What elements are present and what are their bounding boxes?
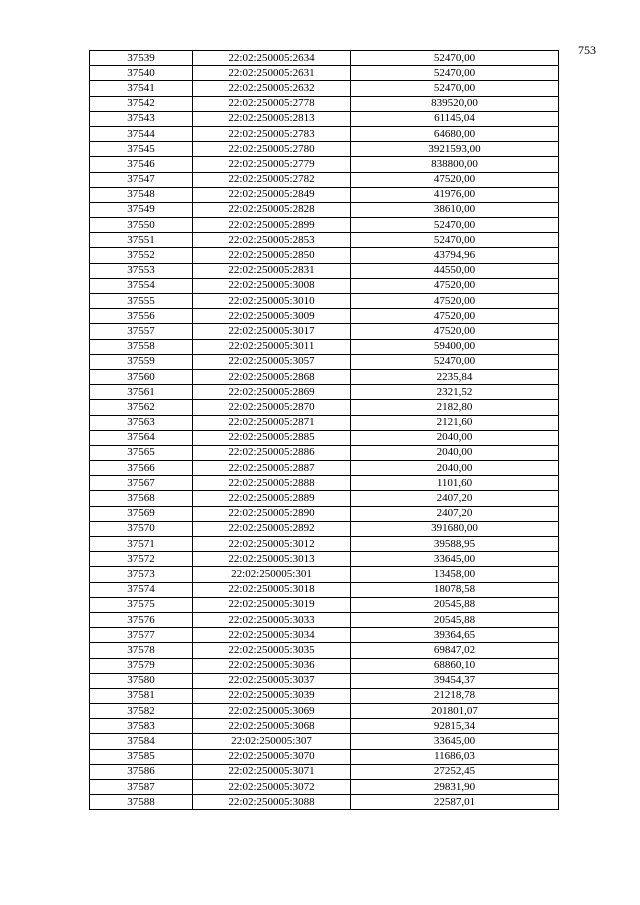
value-cell: 2121,60 xyxy=(351,415,559,430)
row-number-cell: 37548 xyxy=(90,187,193,202)
row-number-cell: 37572 xyxy=(90,552,193,567)
cadastral-number-cell: 22:02:250005:3018 xyxy=(193,582,351,597)
value-cell: 11686,03 xyxy=(351,749,559,764)
table-row xyxy=(90,157,559,172)
cadastral-number-cell: 22:02:250005:2828 xyxy=(193,202,351,217)
value-cell: 64680,00 xyxy=(351,126,559,141)
row-number-cell: 37588 xyxy=(90,795,193,810)
table-row xyxy=(90,369,559,384)
row-number-cell: 37585 xyxy=(90,749,193,764)
cadastral-number-cell: 22:02:250005:2782 xyxy=(193,172,351,187)
cadastral-number-cell: 22:02:250005:2870 xyxy=(193,400,351,415)
value-cell: 92815,34 xyxy=(351,719,559,734)
row-number-cell: 37587 xyxy=(90,780,193,795)
value-cell: 52470,00 xyxy=(351,81,559,96)
value-cell: 13458,00 xyxy=(351,567,559,582)
row-number-cell: 37576 xyxy=(90,612,193,627)
value-cell: 47520,00 xyxy=(351,324,559,339)
cadastral-number-cell: 22:02:250005:2889 xyxy=(193,491,351,506)
value-cell: 29831,90 xyxy=(351,780,559,795)
value-cell: 39454,37 xyxy=(351,673,559,688)
row-number-cell: 37540 xyxy=(90,66,193,81)
cadastral-number-cell: 22:02:250005:3009 xyxy=(193,309,351,324)
row-number-cell: 37556 xyxy=(90,309,193,324)
value-cell: 59400,00 xyxy=(351,339,559,354)
table-row xyxy=(90,263,559,278)
table-row xyxy=(90,764,559,779)
table-row xyxy=(90,567,559,582)
table-row xyxy=(90,354,559,369)
table-row xyxy=(90,172,559,187)
row-number-cell: 37546 xyxy=(90,157,193,172)
value-cell: 3921593,00 xyxy=(351,142,559,157)
row-number-cell: 37562 xyxy=(90,400,193,415)
cadastral-number-cell: 22:02:250005:2850 xyxy=(193,248,351,263)
row-number-cell: 37563 xyxy=(90,415,193,430)
value-cell: 2040,00 xyxy=(351,430,559,445)
value-cell: 52470,00 xyxy=(351,66,559,81)
cadastral-number-cell: 22:02:250005:2887 xyxy=(193,461,351,476)
cadastral-number-cell: 22:02:250005:3011 xyxy=(193,339,351,354)
row-number-cell: 37539 xyxy=(90,51,193,66)
cadastral-number-cell: 22:02:250005:3069 xyxy=(193,704,351,719)
table-row xyxy=(90,81,559,96)
row-number-cell: 37582 xyxy=(90,704,193,719)
row-number-cell: 37550 xyxy=(90,218,193,233)
table-row xyxy=(90,506,559,521)
table-row xyxy=(90,400,559,415)
row-number-cell: 37577 xyxy=(90,628,193,643)
cadastral-number-cell: 22:02:250005:3039 xyxy=(193,688,351,703)
table-row xyxy=(90,445,559,460)
cadastral-number-cell: 22:02:250005:2634 xyxy=(193,51,351,66)
table-row xyxy=(90,688,559,703)
value-cell: 61145,04 xyxy=(351,111,559,126)
table-row xyxy=(90,66,559,81)
table-row xyxy=(90,339,559,354)
row-number-cell: 37553 xyxy=(90,263,193,278)
row-number-cell: 37584 xyxy=(90,734,193,749)
row-number-cell: 37571 xyxy=(90,537,193,552)
table-row xyxy=(90,537,559,552)
cadastral-number-cell: 22:02:250005:2868 xyxy=(193,369,351,384)
row-number-cell: 37574 xyxy=(90,582,193,597)
table-row xyxy=(90,461,559,476)
cadastral-number-cell: 22:02:250005:2871 xyxy=(193,415,351,430)
cadastral-number-cell: 22:02:250005:3057 xyxy=(193,354,351,369)
value-cell: 47520,00 xyxy=(351,172,559,187)
data-table xyxy=(89,50,559,810)
table-row xyxy=(90,673,559,688)
value-cell: 27252,45 xyxy=(351,764,559,779)
table-row xyxy=(90,142,559,157)
cadastral-number-cell: 22:02:250005:3037 xyxy=(193,673,351,688)
cadastral-number-cell: 22:02:250005:2813 xyxy=(193,111,351,126)
cadastral-number-cell: 22:02:250005:2631 xyxy=(193,66,351,81)
row-number-cell: 37551 xyxy=(90,233,193,248)
value-cell: 39364,65 xyxy=(351,628,559,643)
table-row xyxy=(90,719,559,734)
value-cell: 52470,00 xyxy=(351,51,559,66)
row-number-cell: 37581 xyxy=(90,688,193,703)
cadastral-number-cell: 22:02:250005:2899 xyxy=(193,218,351,233)
row-number-cell: 37566 xyxy=(90,461,193,476)
cadastral-number-cell: 22:02:250005:3008 xyxy=(193,278,351,293)
value-cell: 52470,00 xyxy=(351,354,559,369)
value-cell: 47520,00 xyxy=(351,309,559,324)
row-number-cell: 37573 xyxy=(90,567,193,582)
table-row xyxy=(90,491,559,506)
table-row xyxy=(90,430,559,445)
cadastral-number-cell: 22:02:250005:3035 xyxy=(193,643,351,658)
row-number-cell: 37568 xyxy=(90,491,193,506)
cadastral-number-cell: 22:02:250005:2885 xyxy=(193,430,351,445)
value-cell: 20545,88 xyxy=(351,597,559,612)
value-cell: 22587,01 xyxy=(351,795,559,810)
table-row xyxy=(90,612,559,627)
row-number-cell: 37570 xyxy=(90,521,193,536)
table-row xyxy=(90,415,559,430)
value-cell: 69847,02 xyxy=(351,643,559,658)
row-number-cell: 37578 xyxy=(90,643,193,658)
table-row xyxy=(90,218,559,233)
value-cell: 201801,07 xyxy=(351,704,559,719)
value-cell: 52470,00 xyxy=(351,218,559,233)
row-number-cell: 37580 xyxy=(90,673,193,688)
cadastral-number-cell: 22:02:250005:2632 xyxy=(193,81,351,96)
value-cell: 68860,10 xyxy=(351,658,559,673)
value-cell: 52470,00 xyxy=(351,233,559,248)
table-row xyxy=(90,658,559,673)
table-row xyxy=(90,521,559,536)
cadastral-number-cell: 22:02:250005:3019 xyxy=(193,597,351,612)
value-cell: 18078,58 xyxy=(351,582,559,597)
row-number-cell: 37557 xyxy=(90,324,193,339)
value-cell: 39588,95 xyxy=(351,537,559,552)
table-row xyxy=(90,704,559,719)
row-number-cell: 37560 xyxy=(90,369,193,384)
table-row xyxy=(90,385,559,400)
row-number-cell: 37543 xyxy=(90,111,193,126)
table-row xyxy=(90,294,559,309)
value-cell: 20545,88 xyxy=(351,612,559,627)
cadastral-number-cell: 22:02:250005:3036 xyxy=(193,658,351,673)
row-number-cell: 37544 xyxy=(90,126,193,141)
row-number-cell: 37579 xyxy=(90,658,193,673)
value-cell: 41976,00 xyxy=(351,187,559,202)
row-number-cell: 37565 xyxy=(90,445,193,460)
cadastral-number-cell: 22:02:250005:2780 xyxy=(193,142,351,157)
value-cell: 2407,20 xyxy=(351,506,559,521)
page-number: 753 xyxy=(578,43,596,57)
table-row xyxy=(90,476,559,491)
row-number-cell: 37561 xyxy=(90,385,193,400)
cadastral-number-cell: 22:02:250005:3017 xyxy=(193,324,351,339)
table-row xyxy=(90,248,559,263)
table-row xyxy=(90,597,559,612)
row-number-cell: 37564 xyxy=(90,430,193,445)
cadastral-number-cell: 22:02:250005:2886 xyxy=(193,445,351,460)
value-cell: 391680,00 xyxy=(351,521,559,536)
value-cell: 1101,60 xyxy=(351,476,559,491)
row-number-cell: 37583 xyxy=(90,719,193,734)
cadastral-number-cell: 22:02:250005:3033 xyxy=(193,612,351,627)
row-number-cell: 37542 xyxy=(90,96,193,111)
table-row xyxy=(90,780,559,795)
cadastral-number-cell: 22:02:250005:2869 xyxy=(193,385,351,400)
table-row xyxy=(90,324,559,339)
value-cell: 2040,00 xyxy=(351,445,559,460)
row-number-cell: 37558 xyxy=(90,339,193,354)
cadastral-number-cell: 22:02:250005:3071 xyxy=(193,764,351,779)
cadastral-number-cell: 22:02:250005:3013 xyxy=(193,552,351,567)
row-number-cell: 37575 xyxy=(90,597,193,612)
value-cell: 2407,20 xyxy=(351,491,559,506)
row-number-cell: 37547 xyxy=(90,172,193,187)
table-row xyxy=(90,278,559,293)
table-row xyxy=(90,187,559,202)
value-cell: 33645,00 xyxy=(351,552,559,567)
value-cell: 2235,84 xyxy=(351,369,559,384)
table-row xyxy=(90,734,559,749)
table-body xyxy=(90,51,559,810)
table-row xyxy=(90,96,559,111)
cadastral-number-cell: 22:02:250005:2783 xyxy=(193,126,351,141)
table-row xyxy=(90,309,559,324)
table-row xyxy=(90,582,559,597)
table-row xyxy=(90,202,559,217)
cadastral-number-cell: 22:02:250005:3012 xyxy=(193,537,351,552)
table-row xyxy=(90,233,559,248)
row-number-cell: 37555 xyxy=(90,294,193,309)
cadastral-number-cell: 22:02:250005:307 xyxy=(193,734,351,749)
table-row xyxy=(90,51,559,66)
row-number-cell: 37586 xyxy=(90,764,193,779)
table-row xyxy=(90,795,559,810)
value-cell: 47520,00 xyxy=(351,294,559,309)
cadastral-number-cell: 22:02:250005:2890 xyxy=(193,506,351,521)
cadastral-number-cell: 22:02:250005:2831 xyxy=(193,263,351,278)
cadastral-number-cell: 22:02:250005:2778 xyxy=(193,96,351,111)
row-number-cell: 37541 xyxy=(90,81,193,96)
cadastral-number-cell: 22:02:250005:2888 xyxy=(193,476,351,491)
cadastral-number-cell: 22:02:250005:2849 xyxy=(193,187,351,202)
cadastral-number-cell: 22:02:250005:3070 xyxy=(193,749,351,764)
cadastral-number-cell: 22:02:250005:3034 xyxy=(193,628,351,643)
cadastral-number-cell: 22:02:250005:3088 xyxy=(193,795,351,810)
cadastral-number-cell: 22:02:250005:301 xyxy=(193,567,351,582)
row-number-cell: 37567 xyxy=(90,476,193,491)
value-cell: 44550,00 xyxy=(351,263,559,278)
table-row xyxy=(90,749,559,764)
row-number-cell: 37559 xyxy=(90,354,193,369)
value-cell: 43794,96 xyxy=(351,248,559,263)
value-cell: 2182,80 xyxy=(351,400,559,415)
cadastral-number-cell: 22:02:250005:3068 xyxy=(193,719,351,734)
row-number-cell: 37545 xyxy=(90,142,193,157)
cadastral-number-cell: 22:02:250005:2892 xyxy=(193,521,351,536)
cadastral-number-cell: 22:02:250005:3072 xyxy=(193,780,351,795)
row-number-cell: 37554 xyxy=(90,278,193,293)
row-number-cell: 37552 xyxy=(90,248,193,263)
value-cell: 839520,00 xyxy=(351,96,559,111)
table-row xyxy=(90,643,559,658)
table-row xyxy=(90,628,559,643)
value-cell: 2040,00 xyxy=(351,461,559,476)
value-cell: 2321,52 xyxy=(351,385,559,400)
value-cell: 47520,00 xyxy=(351,278,559,293)
value-cell: 838800,00 xyxy=(351,157,559,172)
value-cell: 21218,78 xyxy=(351,688,559,703)
row-number-cell: 37549 xyxy=(90,202,193,217)
value-cell: 38610,00 xyxy=(351,202,559,217)
cadastral-number-cell: 22:02:250005:2853 xyxy=(193,233,351,248)
row-number-cell: 37569 xyxy=(90,506,193,521)
table-row xyxy=(90,126,559,141)
cadastral-number-cell: 22:02:250005:3010 xyxy=(193,294,351,309)
table-row xyxy=(90,111,559,126)
table-row xyxy=(90,552,559,567)
value-cell: 33645,00 xyxy=(351,734,559,749)
cadastral-number-cell: 22:02:250005:2779 xyxy=(193,157,351,172)
